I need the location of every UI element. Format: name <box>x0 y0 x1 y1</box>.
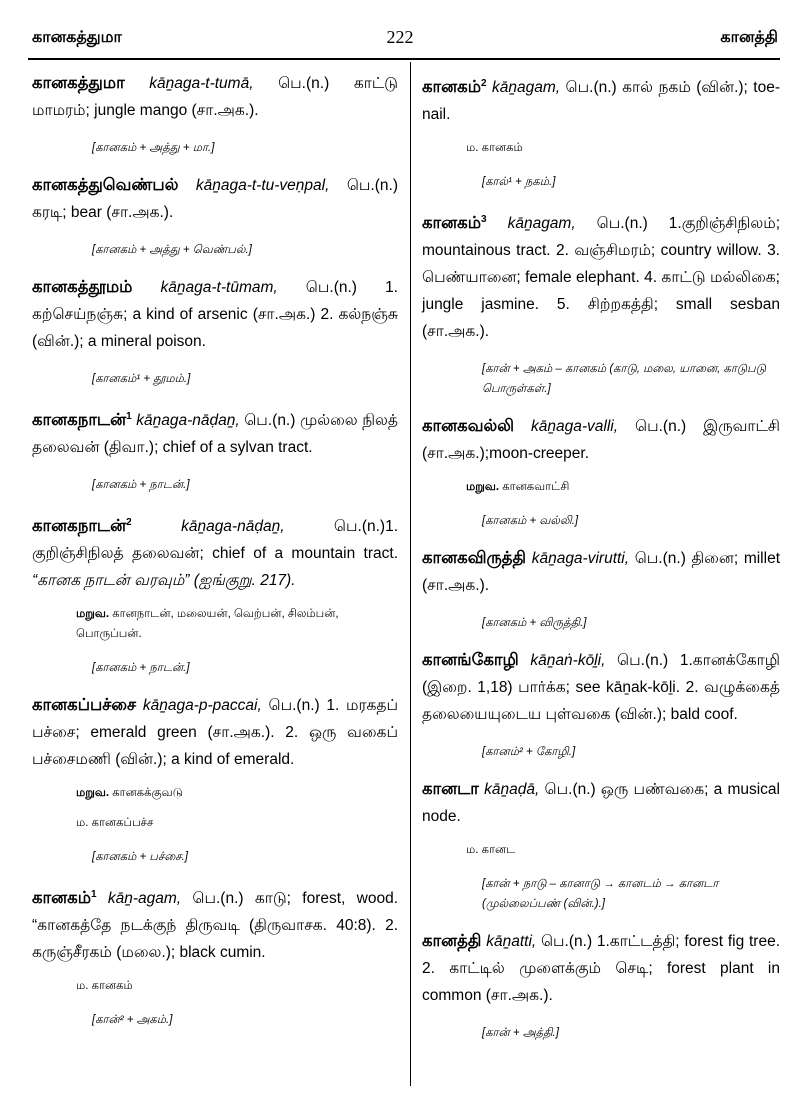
headword: கானகத்தூமம் <box>32 278 133 296</box>
definition-text: பெ.(n.) காடு; forest, wood. “கானகத்தே நடக்குந் திருவடி (திருவாசக. 40:8). 2. கருஞ்சீரகம் (மலை.); black cumin. <box>32 890 399 962</box>
dictionary-entry <box>422 928 780 1043</box>
right-column <box>422 70 780 1057</box>
entry-definition <box>32 509 398 594</box>
dictionary-entry <box>422 647 780 762</box>
synonym-label: மறுவ. <box>466 481 500 494</box>
definition-text: பெ.(n.) கரடி; bear (சா.அக.). <box>32 177 398 221</box>
headword: கானகம் <box>422 78 482 97</box>
transliteration: kāṉaḍā, <box>484 781 540 799</box>
definition-text: பெ.(n.) காட்டு மாமரம்; jungle mango (சா.அக.). <box>32 75 398 119</box>
transliteration: kāṉaṅ-kōḻi, <box>530 652 606 670</box>
headword: கானகநாடன் <box>32 411 127 430</box>
etymology: [கான் + அகம் – கானகம் (காடு, மலை, யானை, காடுபடு பொருள்கள்.] <box>482 363 766 396</box>
definition-text: பெ.(n.) முல்லை நிலத் தலைவன் (திவா.); chief of a sylvan tract. <box>32 412 398 457</box>
entry-definition <box>422 70 780 128</box>
headword: கானகத்துமா <box>32 74 125 92</box>
synonym-text: கானகக்குவடு <box>112 787 183 800</box>
dictionary-entry <box>422 206 780 399</box>
header-left-guide-word: கானகத்துமா <box>32 29 122 46</box>
etymology: [கானம்² + கோழி.] <box>482 746 576 759</box>
etymology: [கானகம் + வல்லி.] <box>482 515 579 528</box>
column-divider <box>410 62 411 1086</box>
etymology: [கால்¹ + நகம்.] <box>482 176 556 189</box>
definition-text: பெ.(n.) 1. கற்செய்நஞ்சு; a kind of arsenic (சா.அக.) 2. கல்நஞ்சு (வின்.); a mineral poison. <box>32 279 398 350</box>
entry-definition <box>32 881 398 966</box>
malayalam-cognate: ம. கானகம் <box>466 142 523 155</box>
transliteration: kāṉaga-t-tūmam, <box>160 279 278 296</box>
transliteration: kāṉaga-nāḍaṉ, <box>181 518 285 536</box>
definition-text: பெ.(n.) 1.குறிஞ்சிநிலம்; mountainous tract. 2. வஞ்சிமரம்; country willow. 3. பெண்யானை; female elephant. 4. காட்டு மல்லிகை; jungle jasmine. 5. சிற்றகத்தி; small sesban (சா.அக.). <box>422 215 781 341</box>
entry-definition <box>422 206 780 345</box>
homonym-number: 1 <box>91 889 97 901</box>
dictionary-entry <box>422 776 780 914</box>
etymology: [கானகம் + அத்து + வெண்பல்.] <box>92 244 252 256</box>
synonym-text: கானகவாட்சி <box>502 481 570 494</box>
transliteration: kāṉatti, <box>486 933 537 951</box>
definition-text: பெ.(n.) கால் நகம் (வின்.); toe-nail. <box>422 79 780 124</box>
definition-text: பெ.(n.) 1. மரகதப் பச்சை; emerald green (சா.அக.). 2. ஒரு வகைப் பச்சைமணி (வின்.); a kind of emerald. <box>32 697 398 769</box>
etymology: [கான் + நாடு – கானாடு → கானடம் → கானடா (முல்லைப்பண் (வின்.).] <box>482 878 719 911</box>
headword: கானடா <box>422 780 479 799</box>
synonym-line <box>76 783 398 803</box>
headword: கானகவிருத்தி <box>422 549 527 568</box>
etymology: [கானகம் + அத்து + மா.] <box>92 142 215 154</box>
definition-text: பெ.(n.) இருவாட்சி (சா.அக.);moon-creeper. <box>422 418 780 463</box>
homonym-number: 2 <box>481 78 487 89</box>
transliteration: kāṉaga-t-tu-veṇpal, <box>195 177 330 194</box>
homonym-number: 3 <box>481 214 487 226</box>
dictionary-entry <box>422 70 780 192</box>
headword: கானகவல்லி <box>422 417 515 436</box>
entry-definition <box>32 172 398 226</box>
dictionary-entry <box>32 172 398 260</box>
malayalam-cognate: ம. கானட <box>466 844 516 857</box>
headword: கானத்தி <box>422 932 482 951</box>
entry-definition <box>422 776 780 830</box>
synonym-label: மறுவ. <box>76 608 110 621</box>
transliteration: kāṉaga-valli, <box>531 418 619 436</box>
entry-definition <box>32 692 398 773</box>
entry-definition <box>422 545 780 599</box>
dictionary-entry <box>32 403 398 495</box>
headword: கானகம் <box>422 214 482 233</box>
headword: கானகப்பச்சை <box>32 696 137 715</box>
headword: கானங்கோழி <box>422 651 519 670</box>
entry-definition <box>32 403 398 461</box>
entry-definition <box>32 274 398 355</box>
etymology: [கானகம் + நாடன்.] <box>92 479 190 492</box>
etymology: [கான்² + அகம்.] <box>92 1014 173 1027</box>
transliteration: kāṉagam, <box>507 215 576 233</box>
dictionary-entry <box>32 274 398 389</box>
entry-definition <box>32 70 398 124</box>
dictionary-entry <box>422 413 780 531</box>
synonym-line <box>76 604 398 644</box>
definition-text: பெ.(n.) ஒரு பண்வகை; a musical node. <box>422 781 780 826</box>
definition-text: பெ.(n.) 1.காட்டத்தி; forest fig tree. 2. காட்டில் முளைக்கும் செடி; forest plant in common (சா.அக.). <box>422 933 780 1005</box>
definition-text: பெ.(n.) 1.கானக்கோழி (இறை. 1,18) பார்க்க; see kāṉak-kōḻi. 2. வழுக்கைத் தலையையுடைய புள்வகை (வின்.); bald coof. <box>422 652 780 724</box>
headword: கானகம் <box>32 889 92 908</box>
definition-text: பெ.(n.)1. குறிஞ்சிநிலத் தலைவன்; chief of a mountain tract. <box>32 518 399 563</box>
transliteration: kāṉaga-nāḍaṉ, <box>136 412 240 430</box>
malayalam-cognate: ம. கானகப்பச்ச <box>76 817 154 830</box>
synonym-line <box>466 477 780 497</box>
malayalam-cognate: ம. கானகம் <box>76 980 133 993</box>
dictionary-entry <box>422 545 780 633</box>
dictionary-entry <box>32 881 398 1030</box>
dictionary-entry <box>32 692 398 867</box>
header-rule <box>28 58 780 60</box>
etymology: [கானகம் + பச்சை.] <box>92 851 188 864</box>
dictionary-entry <box>32 509 398 678</box>
transliteration: kāṉaga-p-paccai, <box>142 697 262 715</box>
etymology: [கான் + அத்தி.] <box>482 1027 559 1040</box>
transliteration: kāṉagam, <box>492 79 561 97</box>
transliteration: kāṉaga-t-tumā, <box>149 75 254 92</box>
dictionary-entry <box>32 70 398 158</box>
headword: கானகத்துவெண்பல் <box>32 176 179 194</box>
homonym-number: 1 <box>126 411 132 422</box>
left-column <box>32 70 398 1044</box>
citation-quote: “கானக நாடன் வரவும்” (ஐங்குறு. 217). <box>32 572 296 590</box>
homonym-number: 2 <box>126 517 132 529</box>
definition-text: பெ.(n.) தினை; millet (சா.அக.). <box>422 550 780 595</box>
transliteration: kāṉaga-virutti, <box>531 550 630 568</box>
etymology: [கானகம் + விருத்தி.] <box>482 617 587 630</box>
transliteration: kāṉ-agam, <box>107 890 182 908</box>
headword: கானகநாடன் <box>32 517 127 536</box>
page-number: 222 <box>386 27 414 47</box>
etymology: [கானகம் + நாடன்.] <box>92 662 190 675</box>
entry-definition <box>422 413 780 467</box>
header-right-guide-word: கானத்தி <box>720 29 778 46</box>
entry-definition <box>422 647 780 728</box>
synonym-text: கானநாடன், மலையன், வெற்பன், சிலம்பன், பொருப்பன். <box>76 608 339 641</box>
entry-definition <box>422 928 780 1009</box>
etymology: [கானகம்¹ + தூமம்.] <box>92 373 191 385</box>
synonym-label: மறுவ. <box>76 787 110 800</box>
